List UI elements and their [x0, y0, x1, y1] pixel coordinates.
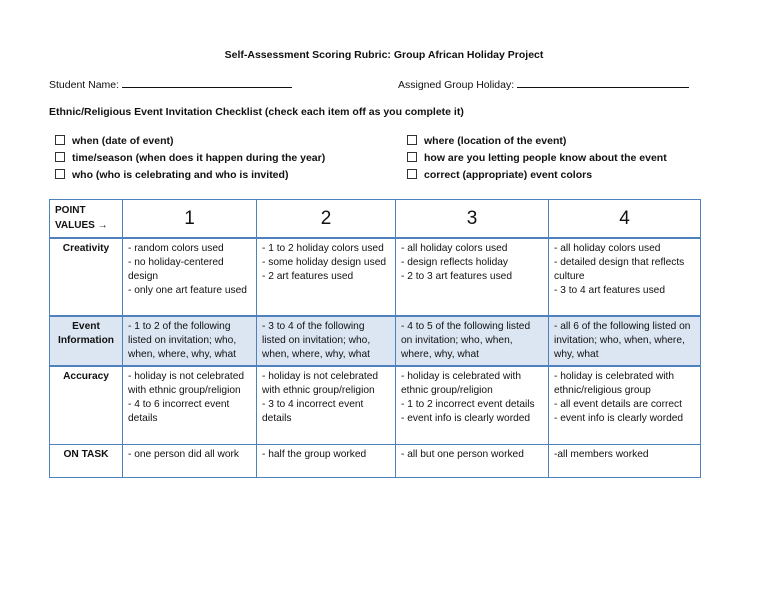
- checklist-item-label: correct (appropriate) event colors: [424, 169, 593, 181]
- table-cell: - 3 to 4 of the following listed on invitation; who, when, where, why, what: [257, 316, 396, 366]
- checklist-item-label: when (date of event): [72, 135, 174, 147]
- checklist-item[interactable]: [55, 168, 325, 185]
- table-cell: - 1 to 2 of the following listed on invitation; who, when, where, why, what: [123, 316, 257, 366]
- row-label-creativity: Creativity: [50, 238, 123, 316]
- page-title: Self-Assessment Scoring Rubric: Group African Holiday Project: [224, 49, 544, 61]
- checklist-item[interactable]: [407, 134, 667, 151]
- score-header-1: 1: [123, 200, 257, 239]
- checkbox-icon[interactable]: [55, 169, 65, 179]
- rubric-table: [49, 199, 701, 478]
- assigned-group-label: Assigned Group Holiday:: [398, 79, 518, 91]
- assigned-group-blank[interactable]: [517, 78, 689, 88]
- table-cell: - 1 to 2 holiday colors used - some holiday design used - 2 art features used: [257, 238, 396, 316]
- table-cell: - holiday is celebrated with ethnic/religious group - all event details are correct - event info is clearly worded: [549, 366, 701, 444]
- table-cell: - random colors used - no holiday-centered design - only one art feature used: [123, 238, 257, 316]
- checklist-right-column: [407, 134, 667, 185]
- table-cell: - 4 to 5 of the following listed on invitation; who, when, where, why, what: [396, 316, 549, 366]
- checklist-item[interactable]: [407, 151, 667, 168]
- score-header-4: 4: [549, 200, 701, 239]
- checkbox-icon[interactable]: [407, 135, 417, 145]
- student-name-field: [49, 78, 292, 91]
- checklist-heading: Ethnic/Religious Event Invitation Checklist (check each item off as you complete it): [49, 106, 464, 118]
- table-cell: - one person did all work: [123, 444, 257, 477]
- row-label-on-task: ON TASK: [50, 444, 123, 477]
- table-cell: - holiday is celebrated with ethnic group/religion - 1 to 2 incorrect event details - event info is clearly worded: [396, 366, 549, 444]
- checklist-item-label: how are you letting people know about the event: [424, 152, 667, 164]
- table-row: [50, 444, 701, 477]
- checklist-item-label: where (location of the event): [424, 135, 567, 147]
- checklist-item[interactable]: [407, 168, 667, 185]
- table-cell: - all holiday colors used - detailed design that reflects culture - 3 to 4 art features used: [549, 238, 701, 316]
- table-cell: - half the group worked: [257, 444, 396, 477]
- table-cell: - all holiday colors used - design reflects holiday - 2 to 3 art features used: [396, 238, 549, 316]
- student-name-label: Student Name:: [49, 79, 122, 91]
- row-label-event-information: Event Information: [50, 316, 123, 366]
- table-header-row: [50, 200, 701, 239]
- checklist-left-column: [55, 134, 325, 185]
- table-cell: - holiday is not celebrated with ethnic group/religion - 4 to 6 incorrect event details: [123, 366, 257, 444]
- table-cell: - holiday is not celebrated with ethnic group/religion - 3 to 4 incorrect event details: [257, 366, 396, 444]
- checkbox-icon[interactable]: [407, 152, 417, 162]
- checkbox-icon[interactable]: [55, 135, 65, 145]
- table-row: [50, 238, 701, 316]
- row-label-accuracy: Accuracy: [50, 366, 123, 444]
- table-cell: - all 6 of the following listed on invitation; who, when, where, why, what: [549, 316, 701, 366]
- point-values-header: POINT VALUES →: [50, 200, 123, 239]
- checkbox-icon[interactable]: [55, 152, 65, 162]
- checklist-item-label: time/season (when does it happen during the year): [72, 152, 326, 164]
- score-header-2: 2: [257, 200, 396, 239]
- checkbox-icon[interactable]: [407, 169, 417, 179]
- table-row: [50, 316, 701, 366]
- checklist-item[interactable]: [55, 151, 325, 168]
- table-row: [50, 366, 701, 444]
- score-header-3: 3: [396, 200, 549, 239]
- table-cell: - all but one person worked: [396, 444, 549, 477]
- checklist-item-label: who (who is celebrating and who is invited): [72, 169, 289, 181]
- checklist-item[interactable]: [55, 134, 325, 151]
- assigned-group-field: [398, 78, 689, 91]
- student-name-blank[interactable]: [122, 78, 292, 88]
- table-cell: -all members worked: [549, 444, 701, 477]
